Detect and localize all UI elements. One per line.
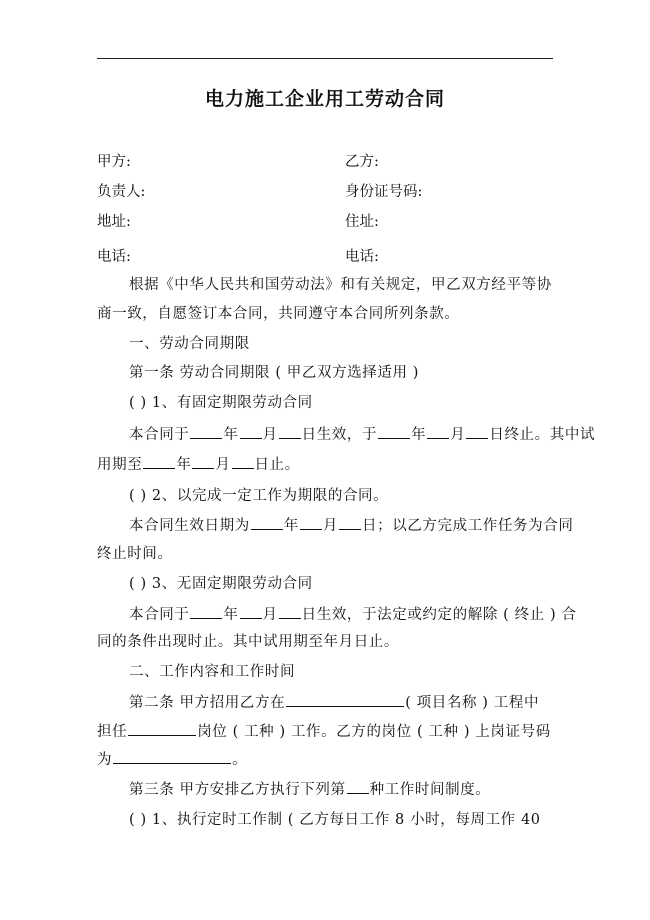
option-1-line-2 bbox=[97, 453, 300, 474]
text: 年 bbox=[283, 518, 299, 534]
month-blank[interactable] bbox=[300, 516, 322, 530]
text: 担任 bbox=[97, 724, 128, 740]
text: 日；以乙方完成工作任务为合同 bbox=[362, 518, 574, 534]
text: 年 bbox=[176, 457, 192, 473]
text: 本合同于 bbox=[129, 607, 190, 623]
option-1-line-1 bbox=[129, 423, 595, 444]
option-3-line-1 bbox=[129, 603, 577, 624]
article-3-line-1 bbox=[129, 778, 490, 799]
section-1-heading: 一、劳动合同期限 bbox=[129, 336, 250, 352]
year-blank[interactable] bbox=[143, 455, 175, 469]
phone-b-label: 电话: bbox=[345, 249, 379, 265]
text: ( 项目名称 ) 工程中 bbox=[405, 695, 540, 711]
day-blank[interactable] bbox=[279, 605, 301, 619]
text: 年 bbox=[223, 607, 239, 623]
text: 。 bbox=[232, 752, 248, 768]
text: 月 bbox=[450, 427, 466, 443]
year-blank[interactable] bbox=[190, 605, 222, 619]
month-blank[interactable] bbox=[192, 455, 214, 469]
party-a-label: 甲方: bbox=[97, 154, 131, 170]
project-name-blank[interactable] bbox=[286, 693, 404, 707]
text: 第三条 甲方安排乙方执行下列第 bbox=[129, 782, 346, 798]
day-blank[interactable] bbox=[339, 516, 361, 530]
option-3-line-2: 同的条件出现时止。其中试用期至年月日止。 bbox=[97, 634, 399, 650]
text: 本合同生效日期为 bbox=[129, 518, 250, 534]
intro-line-1: 根据《中华人民共和国劳动法》和有关规定，甲乙双方经平等协 bbox=[129, 277, 552, 293]
text: 种工作时间制度。 bbox=[369, 782, 491, 798]
text: 岗位 ( 工种 ) 工作。乙方的岗位 ( 工种 ) 上岗证号码 bbox=[197, 724, 551, 740]
article-3-option-1: ( ) 1、执行定时工作制 ( 乙方每日工作 8 小时，每周工作 40 bbox=[129, 812, 541, 828]
option-2-title: ( ) 2、以完成一定工作为期限的合同。 bbox=[129, 488, 389, 504]
text: 年 bbox=[411, 427, 427, 443]
text: 为 bbox=[97, 752, 113, 768]
text: 年 bbox=[223, 427, 239, 443]
residence-label: 住址: bbox=[345, 214, 379, 230]
document-title: 电力施工企业用工劳动合同 bbox=[204, 88, 445, 110]
position-blank[interactable] bbox=[128, 722, 196, 736]
section-2-heading: 二、工作内容和工作时间 bbox=[129, 664, 296, 680]
text: 月 bbox=[262, 607, 278, 623]
responsible-label: 负责人: bbox=[97, 184, 146, 200]
intro-line-2: 商一致，自愿签订本合同，共同遵守本合同所列条款。 bbox=[97, 306, 460, 322]
month-blank[interactable] bbox=[240, 605, 262, 619]
phone-a-label: 电话: bbox=[97, 249, 131, 265]
text: 本合同于 bbox=[129, 427, 190, 443]
month-blank[interactable] bbox=[427, 425, 449, 439]
header-rule bbox=[97, 58, 553, 59]
text: 月 bbox=[322, 518, 339, 534]
text: 日终止。其中试 bbox=[489, 427, 596, 443]
schedule-type-blank[interactable] bbox=[347, 780, 369, 794]
text: 日生效，于 bbox=[301, 427, 378, 443]
address-label: 地址: bbox=[97, 214, 131, 230]
text: 月 bbox=[215, 457, 231, 473]
text: 日止。 bbox=[254, 457, 300, 473]
month-blank[interactable] bbox=[240, 425, 262, 439]
option-2-line-1 bbox=[129, 514, 573, 535]
year-blank[interactable] bbox=[251, 516, 283, 530]
certificate-number-blank[interactable] bbox=[113, 750, 231, 764]
day-blank[interactable] bbox=[232, 455, 254, 469]
day-blank[interactable] bbox=[466, 425, 488, 439]
article-1-heading: 第一条 劳动合同期限 ( 甲乙双方选择适用 ) bbox=[129, 365, 420, 381]
article-2-line-3 bbox=[97, 748, 247, 769]
article-2-line-1 bbox=[129, 691, 539, 712]
article-2-line-2 bbox=[97, 720, 551, 741]
day-blank[interactable] bbox=[279, 425, 301, 439]
id-number-label: 身份证号码: bbox=[345, 184, 423, 200]
year-blank[interactable] bbox=[378, 425, 410, 439]
party-b-label: 乙方: bbox=[345, 154, 379, 170]
year-blank[interactable] bbox=[190, 425, 222, 439]
text: 日生效，于法定或约定的解除 ( 终止 ) 合 bbox=[301, 607, 577, 623]
text: 第二条 甲方招用乙方在 bbox=[129, 695, 286, 711]
text: 用期至 bbox=[97, 457, 143, 473]
option-1-title: ( ) 1、有固定期限劳动合同 bbox=[129, 395, 313, 411]
option-2-line-2: 终止时间。 bbox=[97, 546, 173, 562]
text: 月 bbox=[262, 427, 278, 443]
option-3-title: ( ) 3、无固定期限劳动合同 bbox=[129, 576, 313, 592]
